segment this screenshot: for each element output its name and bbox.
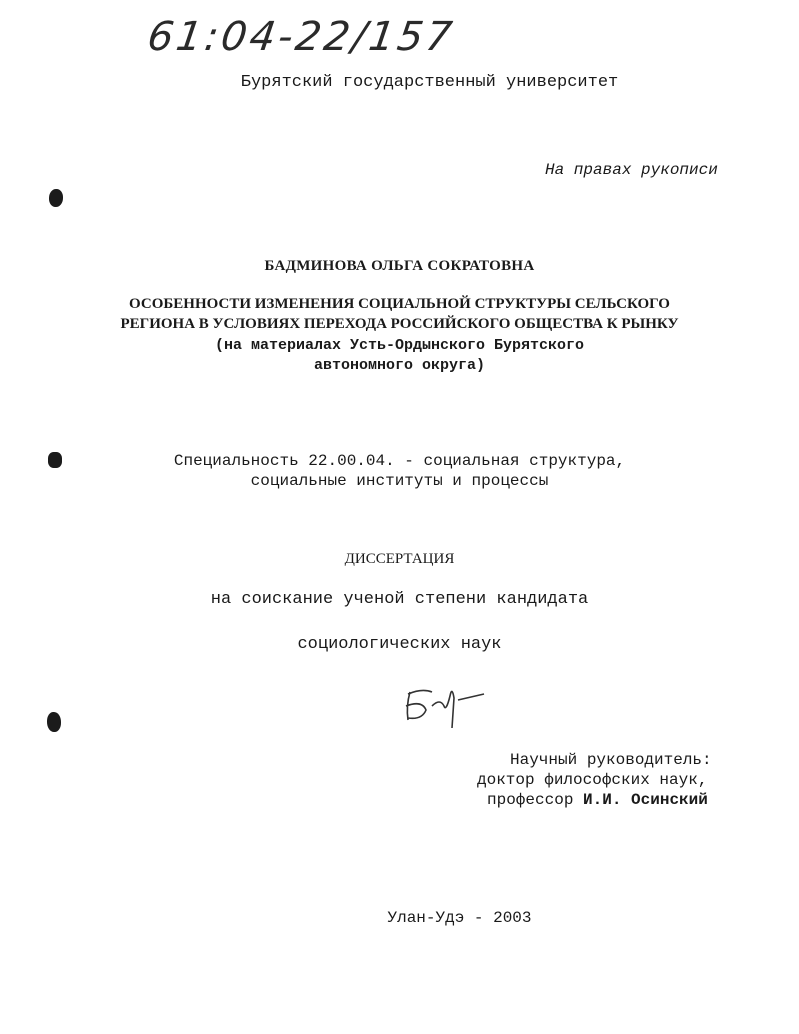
supervisor-name: И.И. Осинский (583, 791, 708, 809)
manuscript-rights: На правах рукописи (545, 161, 718, 179)
specialty-line: Специальность 22.00.04. - социальная структура, (173, 452, 626, 470)
signature (392, 676, 492, 736)
degree-line: на соискание ученой степени кандидата (210, 590, 589, 609)
punch-hole-mark (47, 712, 61, 732)
punch-hole-mark (49, 189, 63, 207)
archive-code: 61:04-22/157 (144, 14, 458, 60)
supervisor-title: профессор (487, 791, 574, 809)
title-line: ОСОБЕННОСТИ ИЗМЕНЕНИЯ СОЦИАЛЬНОЙ СТРУКТУРЫ СЕЛЬСКОГО (129, 296, 670, 312)
specialty-line: социальные институты и процессы (250, 472, 549, 490)
university-name: Бурятский государственный университет (240, 73, 619, 92)
supervisor-degree: доктор философских наук, (477, 771, 708, 789)
title-line: автономного округа) (313, 357, 486, 374)
author-name: БАДМИНОВА ОЛЬГА СОКРАТОВНА (264, 258, 535, 274)
title-line: (на материалах Усть-Ордынского Бурятского (214, 337, 585, 354)
document-type: ДИССЕРТАЦИЯ (344, 551, 455, 567)
title-line: РЕГИОНА В УСЛОВИЯХ ПЕРЕХОДА РОССИЙСКОГО ОБЩЕСТВА К РЫНКУ (120, 316, 679, 332)
degree-line: социологических наук (297, 635, 502, 654)
supervisor-line (487, 791, 708, 809)
supervisor-label: Научный руководитель: (510, 751, 712, 769)
city-year: Улан-Удэ - 2003 (387, 909, 532, 927)
